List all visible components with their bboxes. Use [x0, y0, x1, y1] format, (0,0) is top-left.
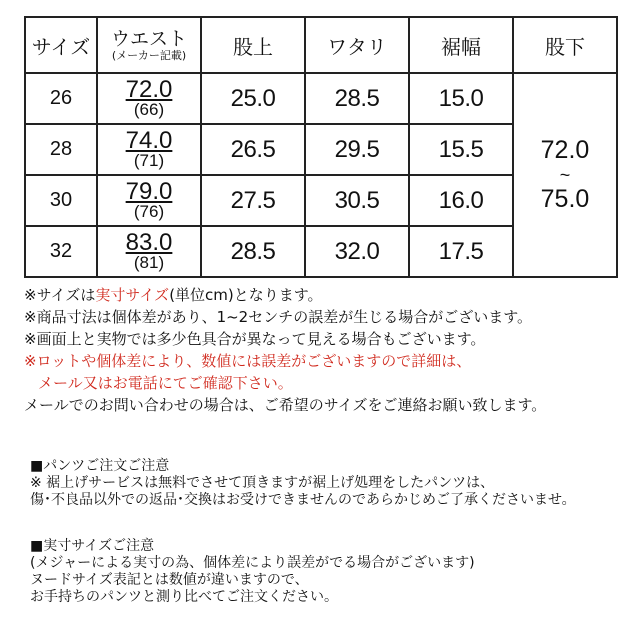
pants-notice-line-1: ※ 裾上げサービスは無料でさせて頂きますが裾上げ処理をしたパンツは、 — [30, 475, 495, 491]
pants-notice-title: ■パンツご注文ご注意 — [30, 458, 170, 474]
cell-rise: 27.5 — [201, 175, 305, 226]
cell-waist-actual: 79.0 — [125, 177, 173, 205]
cell-waist-actual: 74.0 — [125, 126, 173, 154]
note-line-1 — [24, 284, 624, 306]
cell-waist-maker: (76) — [133, 201, 165, 221]
actual-notice-line-1: (メジャーによる実寸の為、個体差により誤差がでる場合がございます) — [30, 555, 475, 571]
header-size: サイズ — [25, 17, 97, 73]
cell-thigh: 32.0 — [305, 226, 409, 277]
cell-waist-actual: 72.0 — [125, 75, 173, 103]
cell-rise: 28.5 — [201, 226, 305, 277]
cell-size: 26 — [25, 73, 97, 124]
cell-hem: 15.0 — [409, 73, 513, 124]
size-table — [24, 16, 618, 278]
note-line-6: メールでのお問い合わせの場合は、ご希望のサイズをご連絡お願い致します。 — [24, 396, 547, 414]
cell-thigh: 28.5 — [305, 73, 409, 124]
note-line-3: ※画面上と実物では多少色具合が異なって見える場合もございます。 — [24, 330, 486, 348]
cell-waist-maker: (81) — [133, 252, 165, 272]
pants-notice-line-2: 傷･不良品以外での返品･交換はお受けできませんのであらかじめご了承くださいませ。 — [30, 492, 576, 508]
cell-inseam — [513, 73, 617, 277]
inseam-sep: ~ — [559, 165, 571, 185]
header-waist-sub: (メーカー記載) — [111, 49, 187, 62]
note-line-1-a: ※サイズは — [24, 286, 96, 304]
actual-notice-line-3: お手持ちのパンツと測り比べてご注文ください。 — [30, 589, 338, 605]
cell-waist — [97, 175, 201, 226]
table-header-row — [25, 17, 617, 73]
inseam-min: 72.0 — [540, 136, 590, 164]
note-line-1-b: (単位cm)となります。 — [169, 286, 323, 304]
cell-thigh: 30.5 — [305, 175, 409, 226]
header-thigh: ワタリ — [305, 17, 409, 73]
header-inseam: 股下 — [513, 17, 617, 73]
table-row — [25, 73, 617, 124]
header-rise: 股上 — [201, 17, 305, 73]
cell-rise: 26.5 — [201, 124, 305, 175]
note-line-4: ※ロットや個体差により、数値には誤差がございますので詳細は、 — [24, 352, 472, 370]
cell-size: 28 — [25, 124, 97, 175]
actual-notice-title: ■実寸サイズご注意 — [30, 538, 155, 554]
cell-hem: 15.5 — [409, 124, 513, 175]
cell-hem: 16.0 — [409, 175, 513, 226]
actual-size-notice — [30, 538, 630, 606]
cell-waist — [97, 226, 201, 277]
note-line-5: メール又はお電話にてご確認下さい。 — [38, 374, 293, 392]
inseam-max: 75.0 — [540, 185, 590, 213]
header-waist-label: ウエスト — [110, 28, 187, 50]
cell-waist — [97, 124, 201, 175]
note-line-1-red: 実寸サイズ — [95, 286, 170, 304]
size-notes — [24, 284, 624, 416]
cell-waist-maker: (66) — [133, 99, 165, 119]
header-waist — [97, 17, 201, 73]
cell-thigh: 29.5 — [305, 124, 409, 175]
cell-size: 30 — [25, 175, 97, 226]
cell-size: 32 — [25, 226, 97, 277]
actual-notice-line-2: ヌードサイズ表記とは数値が違いますので、 — [30, 572, 309, 588]
header-hem: 裾幅 — [409, 17, 513, 73]
pants-notice — [30, 458, 630, 509]
cell-waist-actual: 83.0 — [125, 228, 173, 256]
cell-waist-maker: (71) — [133, 150, 165, 170]
cell-waist — [97, 73, 201, 124]
cell-rise: 25.0 — [201, 73, 305, 124]
cell-hem: 17.5 — [409, 226, 513, 277]
note-line-2: ※商品寸法は個体差があり、1~2センチの誤差が生じる場合がございます。 — [24, 308, 533, 326]
